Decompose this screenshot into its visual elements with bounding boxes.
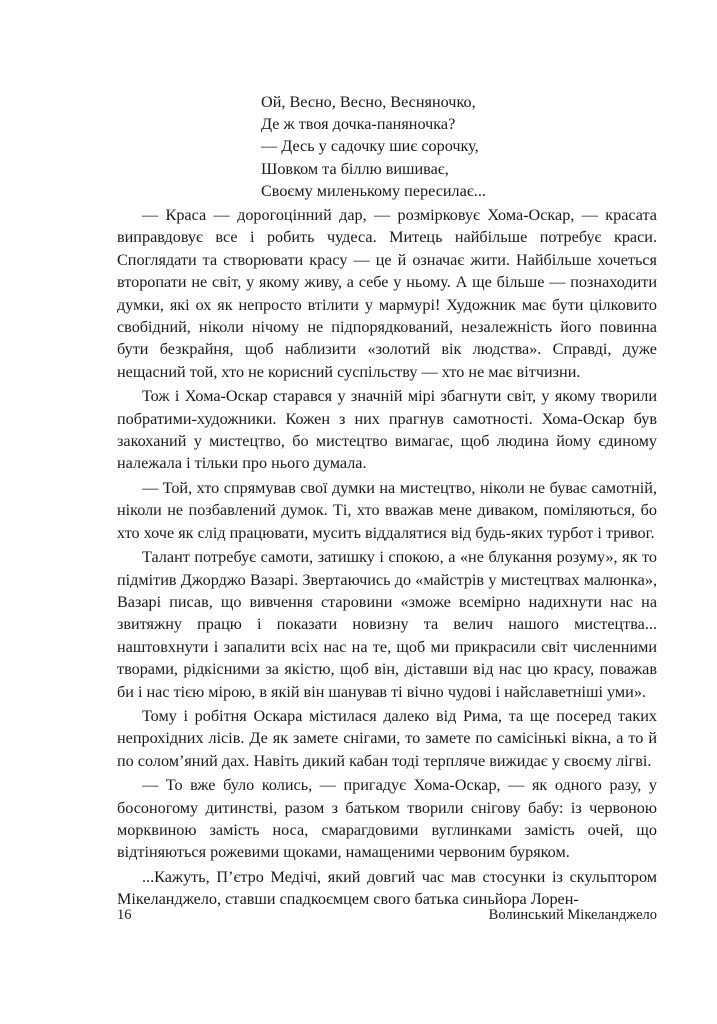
poem-line: Шовком та біллю вишиває, [261, 159, 449, 178]
paragraph: — Краса — дорогоцінний дар, — розмірковує Хома-Оскар, — красата виправдовує все і робить чудеса. Митець найбільше потребує краси. Споглядати та створювати красу — це й означає жити. Найбільше хочеться второпати не світ, у якому живу, а себе у ньому. А ще більше — познаходити думки, які ох як непросто втілити у мармурі! Художник має бути цілковито свобідний, ніколи нічому не підпорядкований, незалежність його повинна бути безкрайня, щоб наблизити «золотий вік людства». Справді, дуже нещасний той, хто не корисний суспільству — хто не має вітчизни. [117, 206, 657, 381]
poem-line: Своєму миленькому пересилає... [261, 181, 486, 200]
paragraph: ...Кажуть, П’єтро Медічі, який довгий час мав стосунки із скульптором Мікеланджело, ставши спадкоємцем свого батька синьйора Лорен- [117, 867, 657, 909]
poem-line: — Десь у садочку шиє сорочку, [261, 137, 479, 156]
paragraph: — То вже було колись, — пригадує Хома-Оскар, — як одного разу, у босоногому дитинстві, разом з батьком творили снігову бабу: із червоною морквиною замість носа, смарагдовими вуглинками замість очей, що відтіняються рожевими щоками, намащеними червоним буряком. [117, 776, 657, 862]
poem-line: Ой, Весно, Весно, Весняночко, [261, 93, 476, 111]
poem-line: Де ж твоя дочка-паняночка? [261, 115, 456, 134]
paragraph: Тому і робітня Оскара містилася далеко від Рима, та ще посеред таких непрохідних лісів. Де як замете снігами, то замете по самісінькі вікна, а то й по солом’яний дах. Навіть дикий кабан тоді терпляче вижидає у своєму лігві. [117, 706, 657, 770]
paragraph: — Той, хто спрямував свої думки на мистецтво, ніколи не буває самотній, ніколи не позбавлений думок. Ті, хто вважав мене диваком, поміляються, бо хто хоче як слід працювати, мусить віддалятися від будь-яких турбот і тривог. [117, 478, 657, 542]
paragraph: Талант потребує самоти, затишку і спокою, а «не блукання розуму», як то підмітив Джорджо Вазарі. Звертаючись до «майстрів у мистецтвах малюнка», Вазарі писав, що вивчення старовини «зможе всемірно надихнути нас на звитяжну працю і показати новизну та велич нашого мистецтва... наштовхнути і запалити всіх нас на те, щоб ми прикрасили світ численними творами, рідкісними за якістю, щоб він, діставши від нас цю красу, поважав би і нас тією мірою, в якій він шанував ті вічно чудові і найславетніші уми». [117, 548, 657, 701]
epigraph-poem [261, 91, 486, 202]
body-text [117, 204, 657, 911]
paragraph: Тож і Хома-Оскар старався у значній мірі збагнути світ, у якому творили побратими-художники. Кожен з них прагнув самотності. Хома-Оскар був закоханий у мистецтво, бо мистецтво вимагає, щоб людина йому єдиному належала і тільки про нього думала. [117, 387, 657, 473]
running-title: Волинський Мікеланджело [488, 907, 657, 923]
page-number: 16 [117, 907, 132, 923]
